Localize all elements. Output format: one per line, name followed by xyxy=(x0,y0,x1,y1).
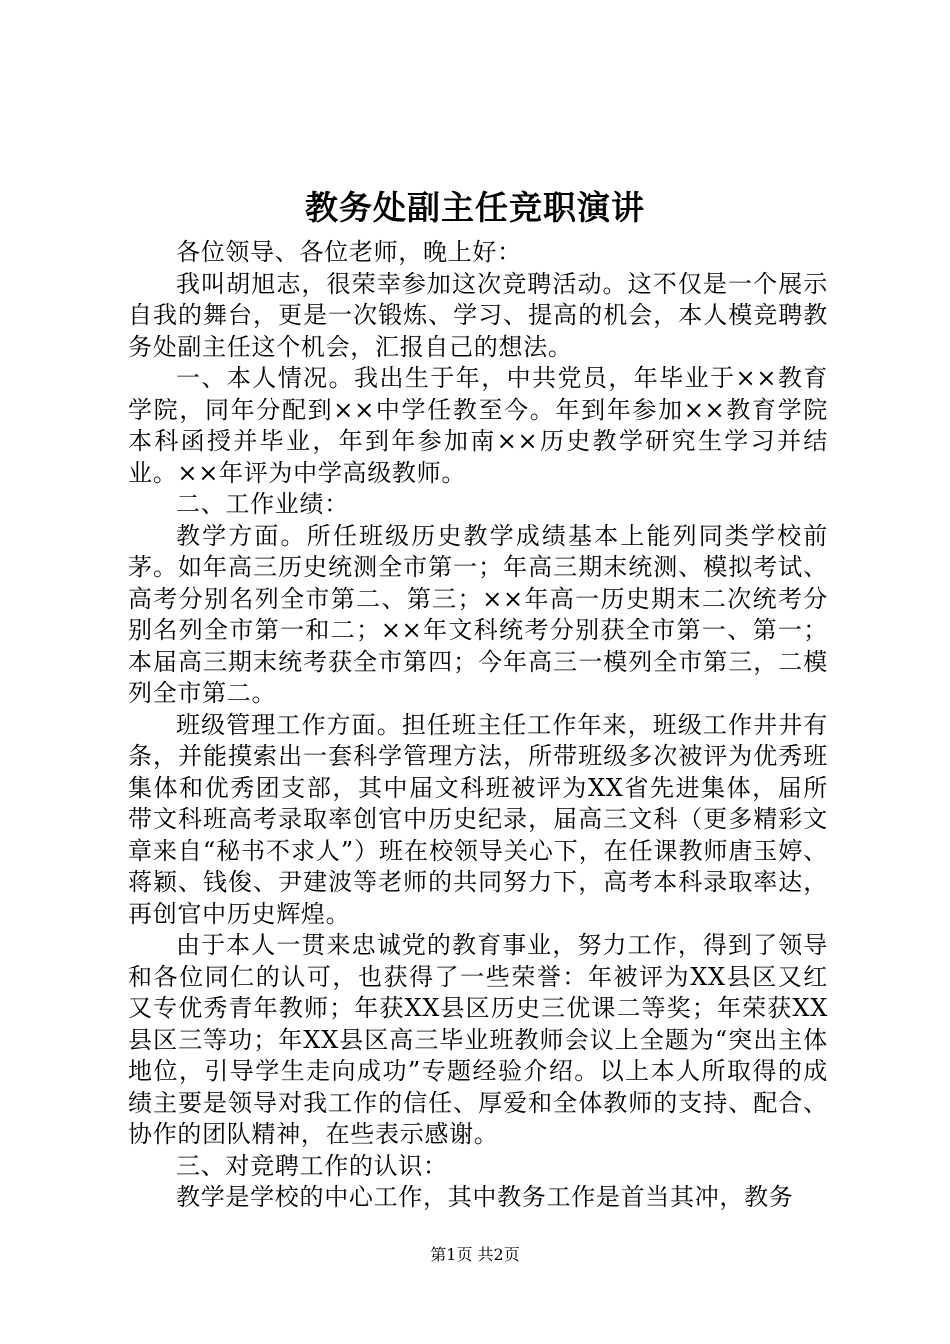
paragraph-honors: 由于本人一贯来忠诚党的教育事业，努力工作，得到了领导和各位同仁的认可，也获得了一些荣誉：年被评为XX县区又红又专优秀青年教师；年获XX县区历史三优课二等奖；年荣获XX县区三等功；年XX县区高三毕业班教师会议上全题为“突出主体地位，引导学生走向成功”专题经验介绍。以上本人所取得的成绩主要是领导对我工作的信任、厚爱和全体教师的支持、配合、协作的团队精神，在些表示感谢。 xyxy=(128,931,828,1148)
page-footer: 第1页 共2页 xyxy=(430,1245,520,1264)
paragraph-personal-info: 一、本人情况。我出生于年，中共党员，年毕业于××教育学院，同年分配到××中学任教至今。年到年参加××教育学院本科函授并毕业，年到年参加南××历史教学研究生学习并结业。××年评为中学高级教师。 xyxy=(128,364,828,487)
paragraph-class-management: 班级管理工作方面。担任班主任工作年来，班级工作井井有条，并能摸索出一套科学管理方法，所带班级多次被评为优秀班集体和优秀团支部，其中届文科班被评为XX省先进集体，届所带文科班高考录取率创官中历史纪录，届高三文科（更多精彩文章来自“秘书不求人”）班在校领导关心下，在任课教师唐玉婷、蒋颖、钱俊、尹建波等老师的共同努力下，高考本科录取率达，再创官中历史辉煌。 xyxy=(128,710,828,928)
document-body xyxy=(128,237,828,1214)
document-title: 教务处副主任竞职演讲 xyxy=(305,188,645,227)
section-heading-understanding: 三、对竞聘工作的认识： xyxy=(176,1151,448,1180)
section-heading-achievements: 二、工作业绩： xyxy=(176,490,349,518)
paragraph-greeting: 各位领导、各位老师，晚上好： xyxy=(176,238,522,266)
paragraph-teaching-center: 教学是学校的中心工作，其中教务工作是首当其冲，教务 xyxy=(176,1183,794,1211)
paragraph-introduction: 我叫胡旭志，很荣幸参加这次竞聘活动。这不仅是一个展示自我的舞台，更是一次锻炼、学习、提高的机会，本人模竞聘教务处副主任这个机会，汇报自己的想法。 xyxy=(128,269,828,361)
paragraph-teaching: 教学方面。所任班级历史教学成绩基本上能列同类学校前茅。如年高三历史统测全市第一；年高三期末统测、模拟考试、高考分别名列全市第二、第三；××年高一历史期末二次统考分别名列全市第一和二；××年文科统考分别获全市第一、第一；本届高三期末统考获全市第四；今年高三一模列全市第三，二模列全市第二。 xyxy=(128,521,828,707)
